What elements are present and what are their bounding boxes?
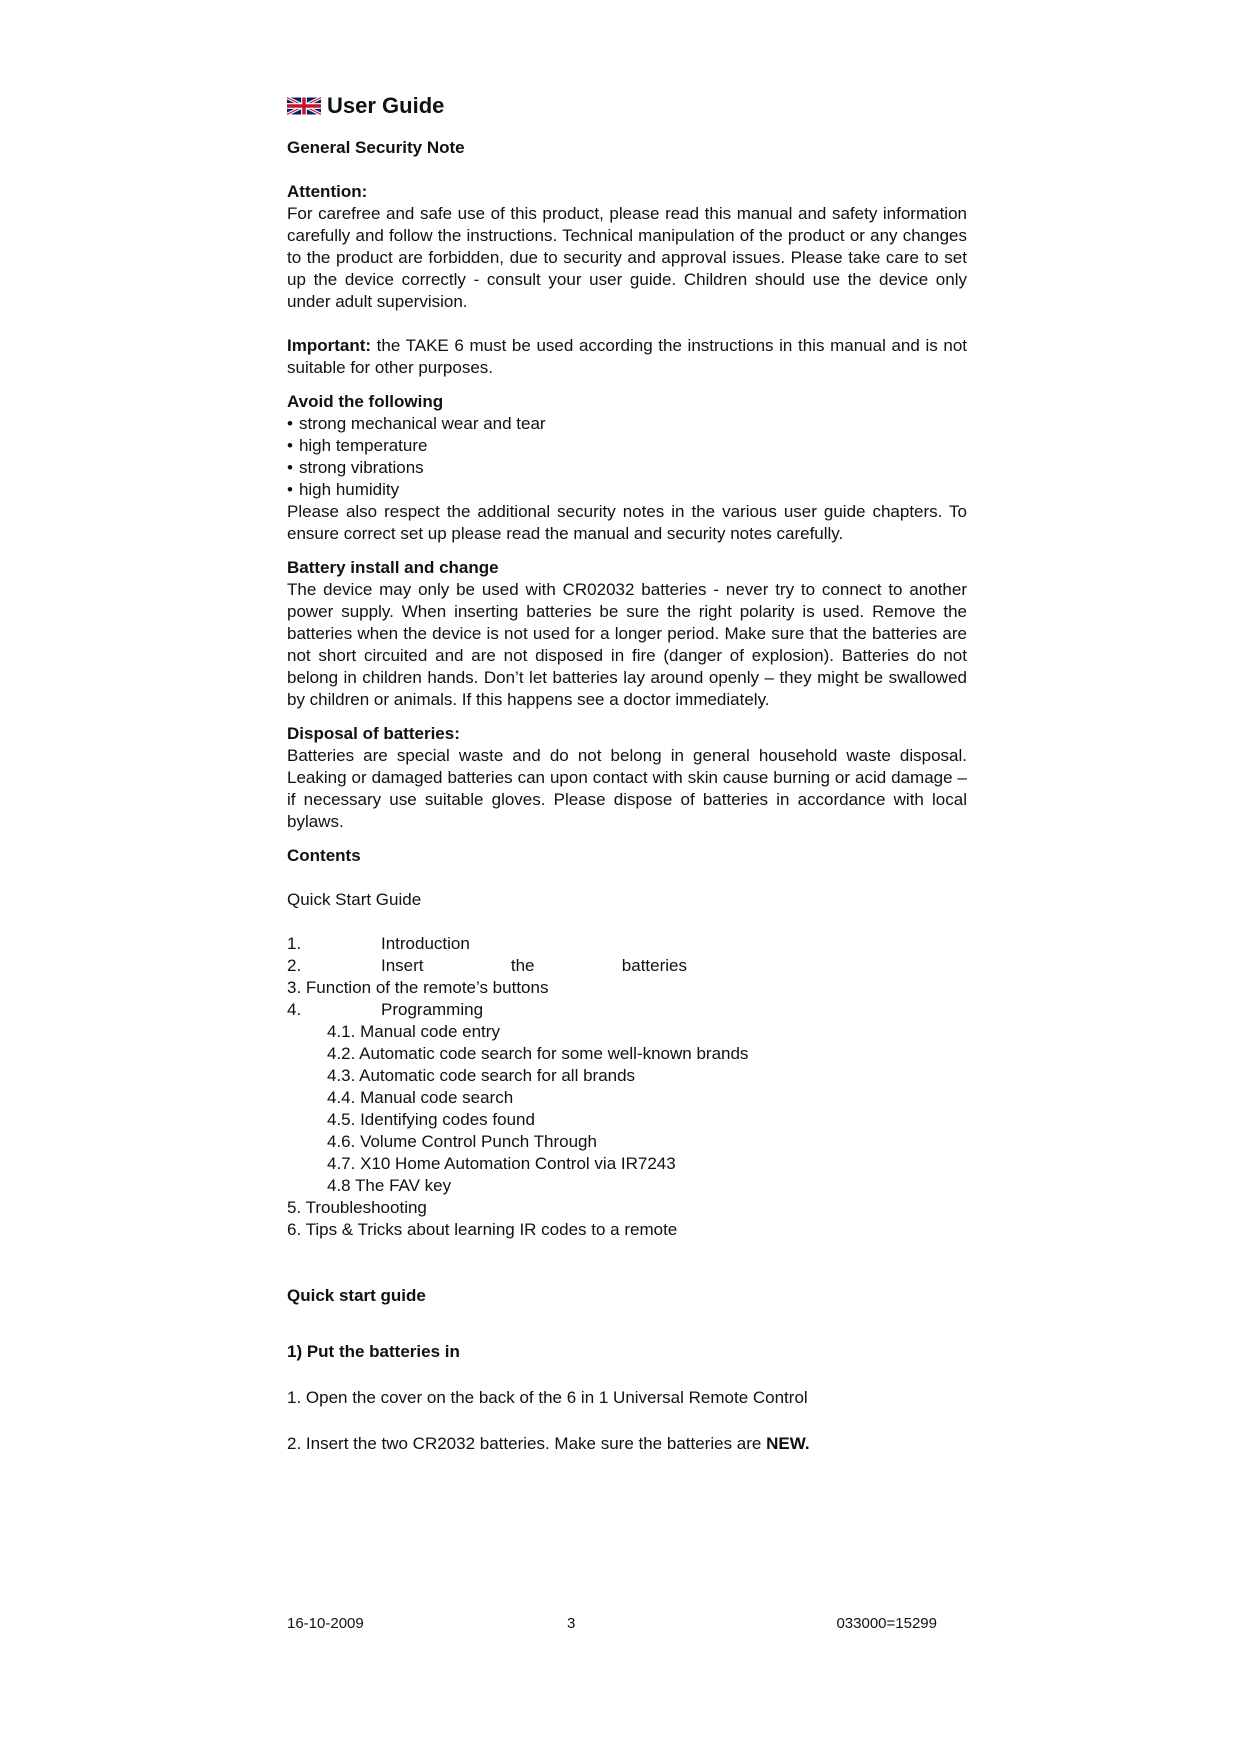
footer-page-number: 3 — [567, 1615, 576, 1632]
toc-subitem: 4.6. Volume Control Punch Through — [327, 1132, 597, 1151]
general-heading: General Security Note — [287, 138, 465, 157]
toc-subitem: 4.4. Manual code search — [327, 1088, 514, 1107]
important-paragraph — [287, 335, 967, 379]
avoid-list — [287, 413, 967, 501]
toc-item-3: 3. Function of the remote’s buttons — [287, 978, 549, 997]
list-item: • high humidity — [287, 479, 967, 501]
list-item: • strong vibrations — [287, 457, 967, 479]
new-emphasis: NEW. — [766, 1434, 810, 1453]
battery-text: The device may only be used with CR02032 batteries - never try to connect to another power supply. When inserting batteries be sure the right polarity is used. Remove the batteries when the device is not used for a longer period. Make sure that the batteries are not short circuited and are not disposed in fire (danger of explosion). Batteries do not belong in children hands. Don’t let batteries lay around openly – they might be swallowed by children or animals. If this happens see a doctor immediately. — [287, 580, 967, 709]
toc-item-2: 2. Insert the batteries — [287, 956, 687, 975]
footer-date: 16-10-2009 — [287, 1615, 364, 1632]
attention-text: For carefree and safe use of this product, please read this manual and safety information carefully and follow the instructions. Technical manipulation of the product or any changes to the product are forbidden, due to security and approval issues. Please take care to set up the device correctly - consult your user guide. Children should use the device only under adult supervision. — [287, 204, 967, 311]
page-footer — [287, 1615, 937, 1632]
attention-label: Attention: — [287, 182, 368, 201]
step-2: 2. Insert the two CR2032 batteries. Make sure the batteries are NEW. — [287, 1434, 810, 1453]
important-label: Important: — [287, 336, 372, 355]
toc-subitem: 4.8 The FAV key — [327, 1176, 452, 1195]
footer-code: 033000=15299 — [836, 1615, 937, 1632]
contents-heading: Contents — [287, 846, 361, 865]
toc-subitem: 4.2. Automatic code search for some well-known brands — [327, 1044, 749, 1063]
avoid-note: Please also respect the additional security notes in the various user guide chapters. To ensure correct set up please read the manual and security notes carefully. — [287, 502, 967, 543]
list-item: • strong mechanical wear and tear — [287, 413, 967, 435]
list-item: • high temperature — [287, 435, 967, 457]
step-heading: 1) Put the batteries in — [287, 1342, 460, 1361]
toc-item-5: 5. Troubleshooting — [287, 1198, 427, 1217]
quickstart-heading: Quick start guide — [287, 1286, 426, 1305]
toc-item-6: 6. Tips & Tricks about learning IR codes to a remote — [287, 1220, 678, 1239]
disposal-text: Batteries are special waste and do not belong in general household waste disposal. Leaking or damaged batteries can upon contact with skin cause burning or acid damage – if necessary use suitable gloves. Please dispose of batteries in accordance with local bylaws. — [287, 746, 967, 831]
toc-quick-start: Quick Start Guide — [287, 890, 422, 909]
important-text: the TAKE 6 must be used according the instructions in this manual and is not suitable for other purposes. — [287, 336, 967, 377]
toc-item-1: 1. Introduction — [287, 934, 470, 953]
disposal-heading: Disposal of batteries: — [287, 724, 460, 743]
toc-subitem: 4.1. Manual code entry — [327, 1022, 500, 1041]
toc-subitem: 4.3. Automatic code search for all brands — [327, 1066, 636, 1085]
step-1: 1. Open the cover on the back of the 6 in 1 Universal Remote Control — [287, 1388, 808, 1407]
toc-subitem: 4.7. X10 Home Automation Control via IR7243 — [327, 1154, 676, 1173]
battery-heading: Battery install and change — [287, 558, 499, 577]
toc-subitem: 4.5. Identifying codes found — [327, 1110, 535, 1129]
toc-subitems — [287, 1021, 967, 1197]
avoid-heading: Avoid the following — [287, 392, 444, 411]
document-page — [287, 95, 967, 1455]
toc-item-4: 4. Programming — [287, 1000, 484, 1019]
page-title: User Guide — [327, 93, 445, 118]
uk-flag-icon — [287, 95, 321, 117]
title-row — [287, 95, 967, 117]
